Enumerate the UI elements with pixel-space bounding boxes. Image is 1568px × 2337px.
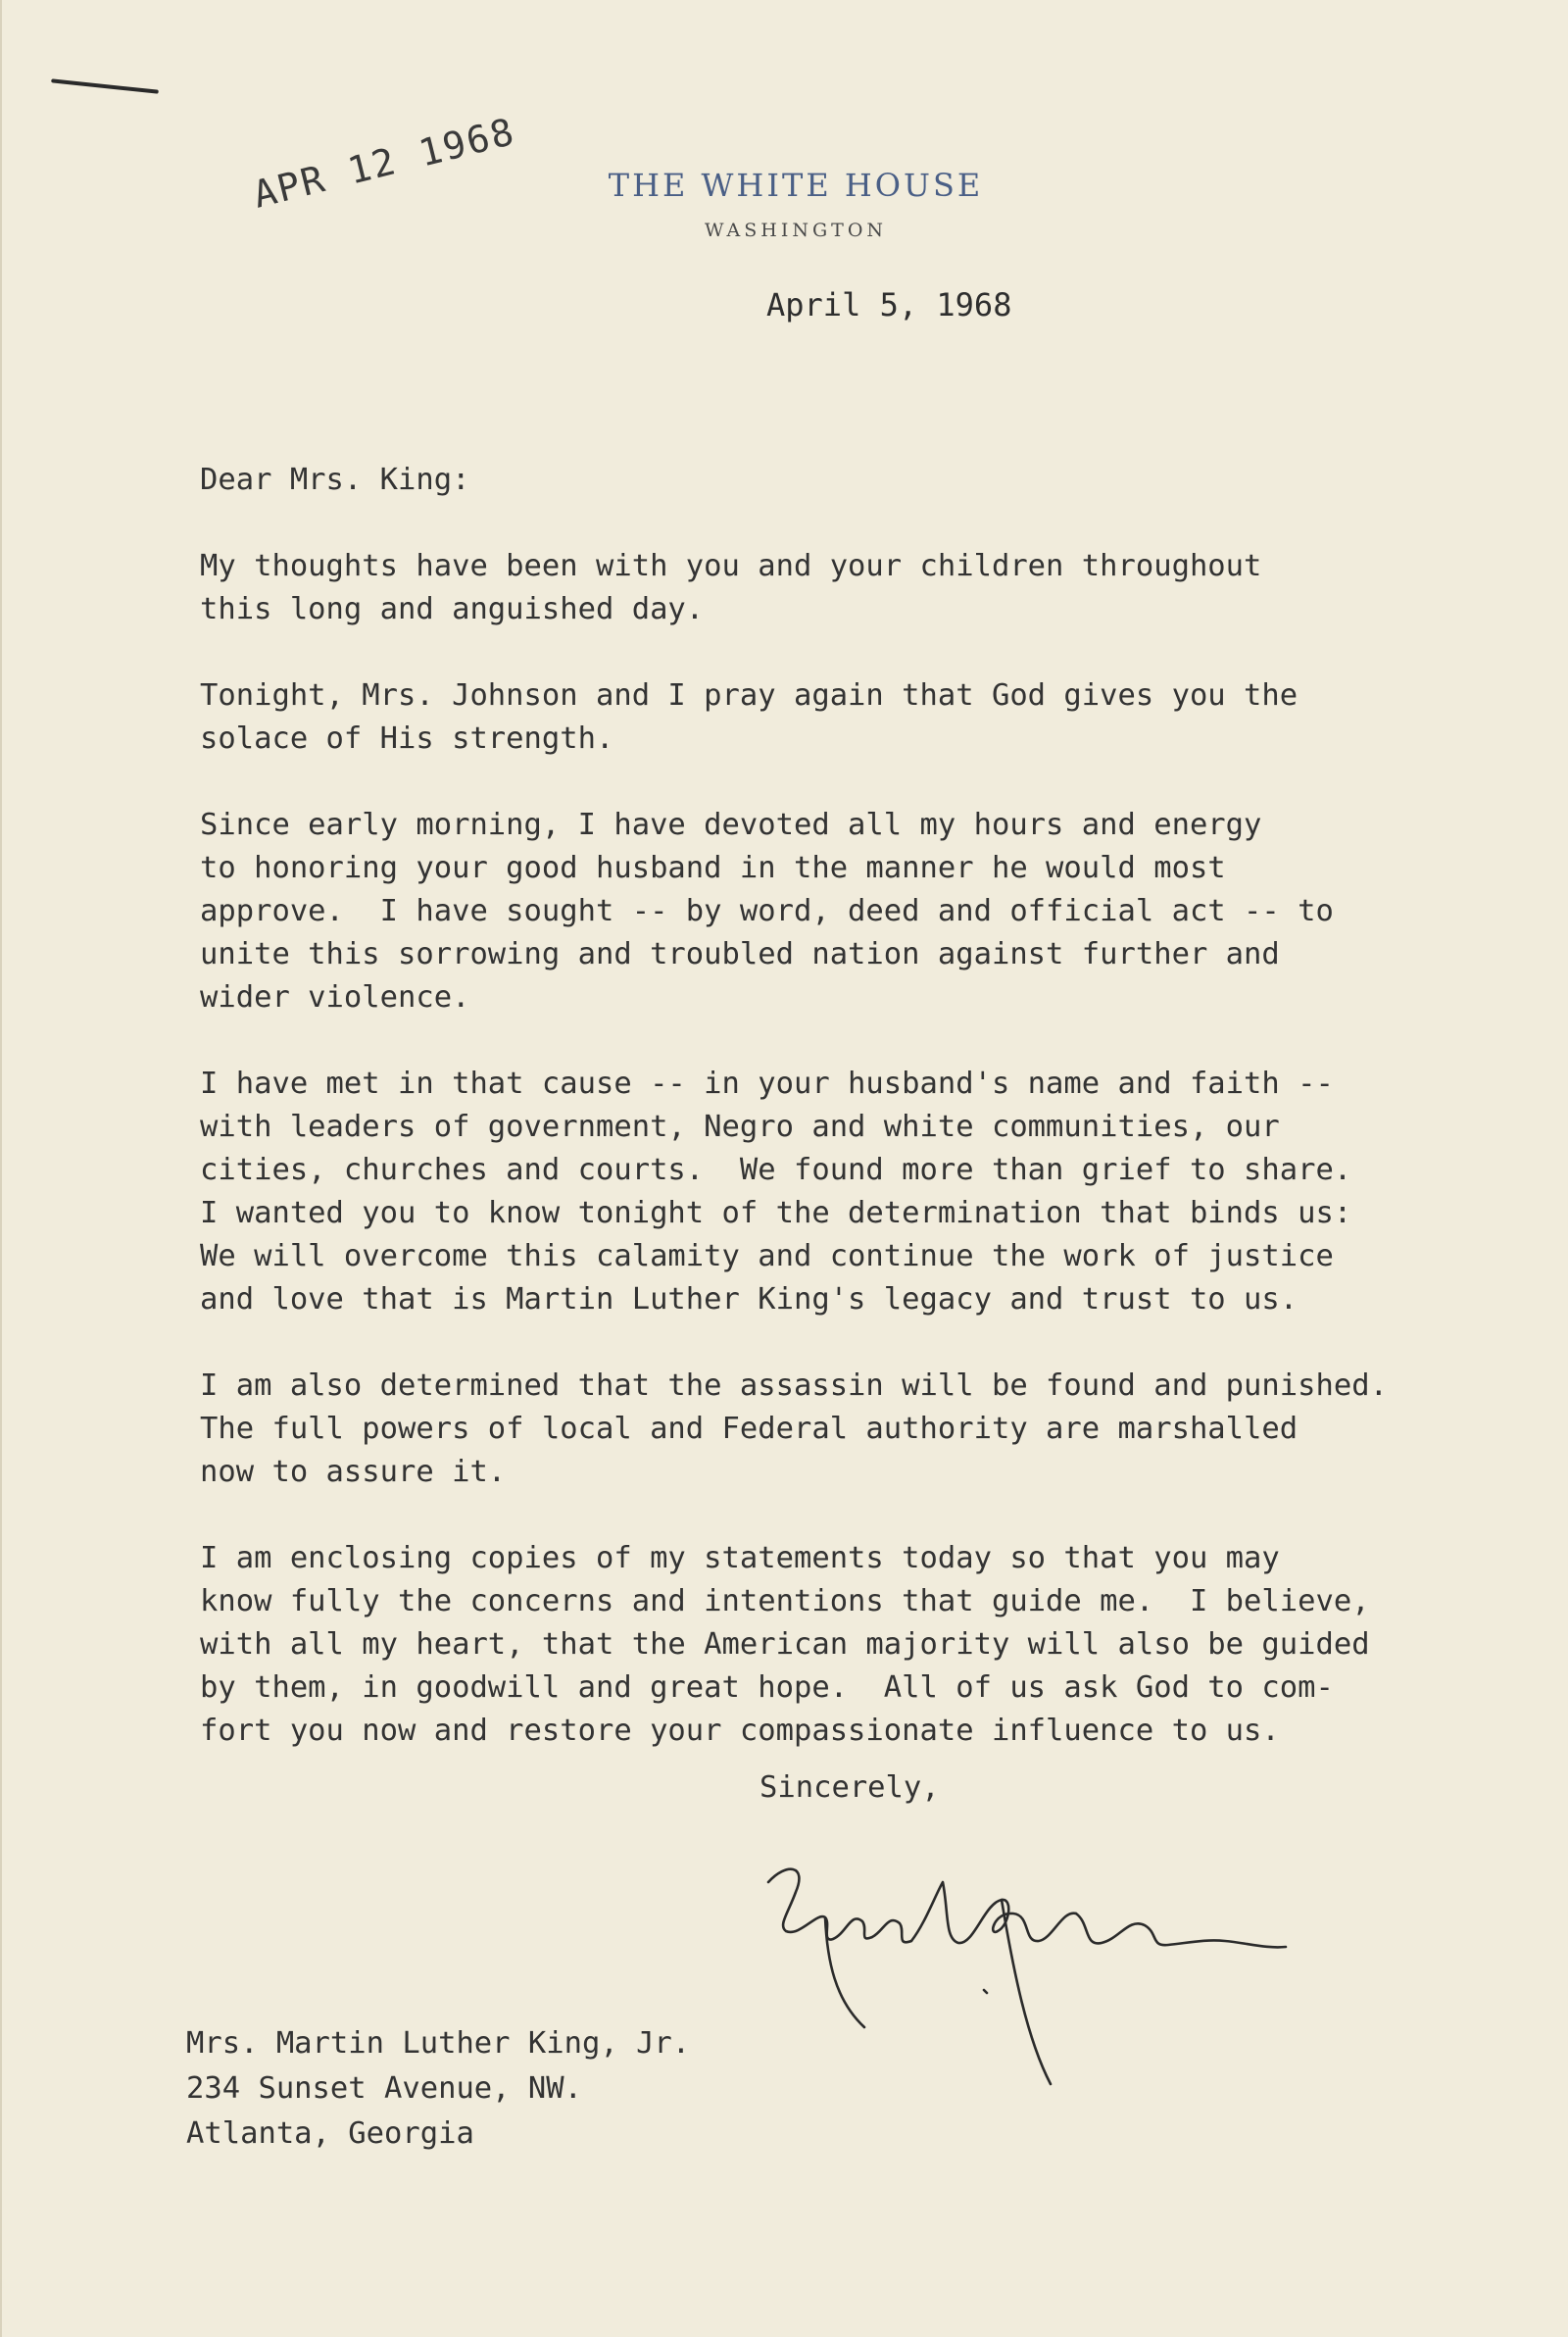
paragraph-line: wider violence.	[200, 980, 470, 1015]
letterhead	[590, 167, 1002, 241]
paragraph-line: My thoughts have been with you and your children throughout	[200, 549, 1262, 583]
closing: Sincerely,	[760, 1770, 940, 1805]
paragraph-line: cities, churches and courts. We found more than grief to share.	[200, 1153, 1352, 1187]
address-line: Mrs. Martin Luther King, Jr.	[186, 2026, 691, 2061]
signature	[757, 1853, 1305, 2098]
paragraph-line: I am enclosing copies of my statements today so that you may	[200, 1541, 1280, 1575]
paragraph-line: fort you now and restore your compassionate influence to us.	[200, 1714, 1280, 1748]
letterhead-title: THE WHITE HOUSE	[608, 167, 984, 204]
paragraph-line: Tonight, Mrs. Johnson and I pray again that God gives you the	[200, 678, 1298, 713]
paragraph-line: this long and anguished day.	[200, 592, 705, 626]
letterhead-subtitle: WASHINGTON	[704, 220, 888, 241]
paragraph-line: and love that is Martin Luther King's legacy and trust to us.	[200, 1282, 1298, 1317]
paragraph-3	[200, 804, 1503, 1019]
paragraph-line: approve. I have sought -- by word, deed and official act -- to	[200, 894, 1334, 928]
paragraph-line: by them, in goodwill and great hope. All of us ask God to com-	[200, 1670, 1334, 1705]
paragraph-1	[200, 545, 1503, 631]
address-line: Atlanta, Georgia	[186, 2116, 474, 2151]
paragraph-6	[200, 1537, 1503, 1753]
paragraph-line: with all my heart, that the American majority will also be guided	[200, 1627, 1370, 1662]
paragraph-line: The full powers of local and Federal authority are marshalled	[200, 1412, 1298, 1446]
received-date-stamp: APR 12 1968	[249, 109, 520, 217]
paragraph-line: solace of His strength.	[200, 721, 614, 756]
paragraph-line: unite this sorrowing and troubled nation against further and	[200, 937, 1280, 971]
address-line: 234 Sunset Avenue, NW.	[186, 2071, 582, 2106]
pen-mark	[51, 78, 159, 93]
paragraph-line: to honoring your good husband in the manner he would most	[200, 851, 1226, 885]
paragraph-line: now to assure it.	[200, 1455, 507, 1489]
paragraph-line: know fully the concerns and intentions that guide me. I believe,	[200, 1584, 1370, 1618]
paragraph-4	[200, 1063, 1503, 1321]
paragraph-line: I wanted you to know tonight of the determination that binds us:	[200, 1196, 1352, 1230]
recipient-address	[186, 2021, 690, 2157]
paragraph-line: I am also determined that the assassin will be found and punished.	[200, 1368, 1388, 1403]
paragraph-line: I have met in that cause -- in your husband's name and faith --	[200, 1067, 1334, 1101]
paragraph-line: with leaders of government, Negro and white communities, our	[200, 1110, 1280, 1144]
salutation: Dear Mrs. King:	[200, 463, 470, 497]
letter-body	[200, 459, 1503, 1796]
paragraph-5	[200, 1365, 1503, 1494]
paragraph-line: Since early morning, I have devoted all my hours and energy	[200, 808, 1262, 842]
letter-date: April 5, 1968	[766, 286, 1012, 323]
paragraph-2	[200, 674, 1503, 761]
paragraph-line: We will overcome this calamity and continue the work of justice	[200, 1239, 1334, 1273]
